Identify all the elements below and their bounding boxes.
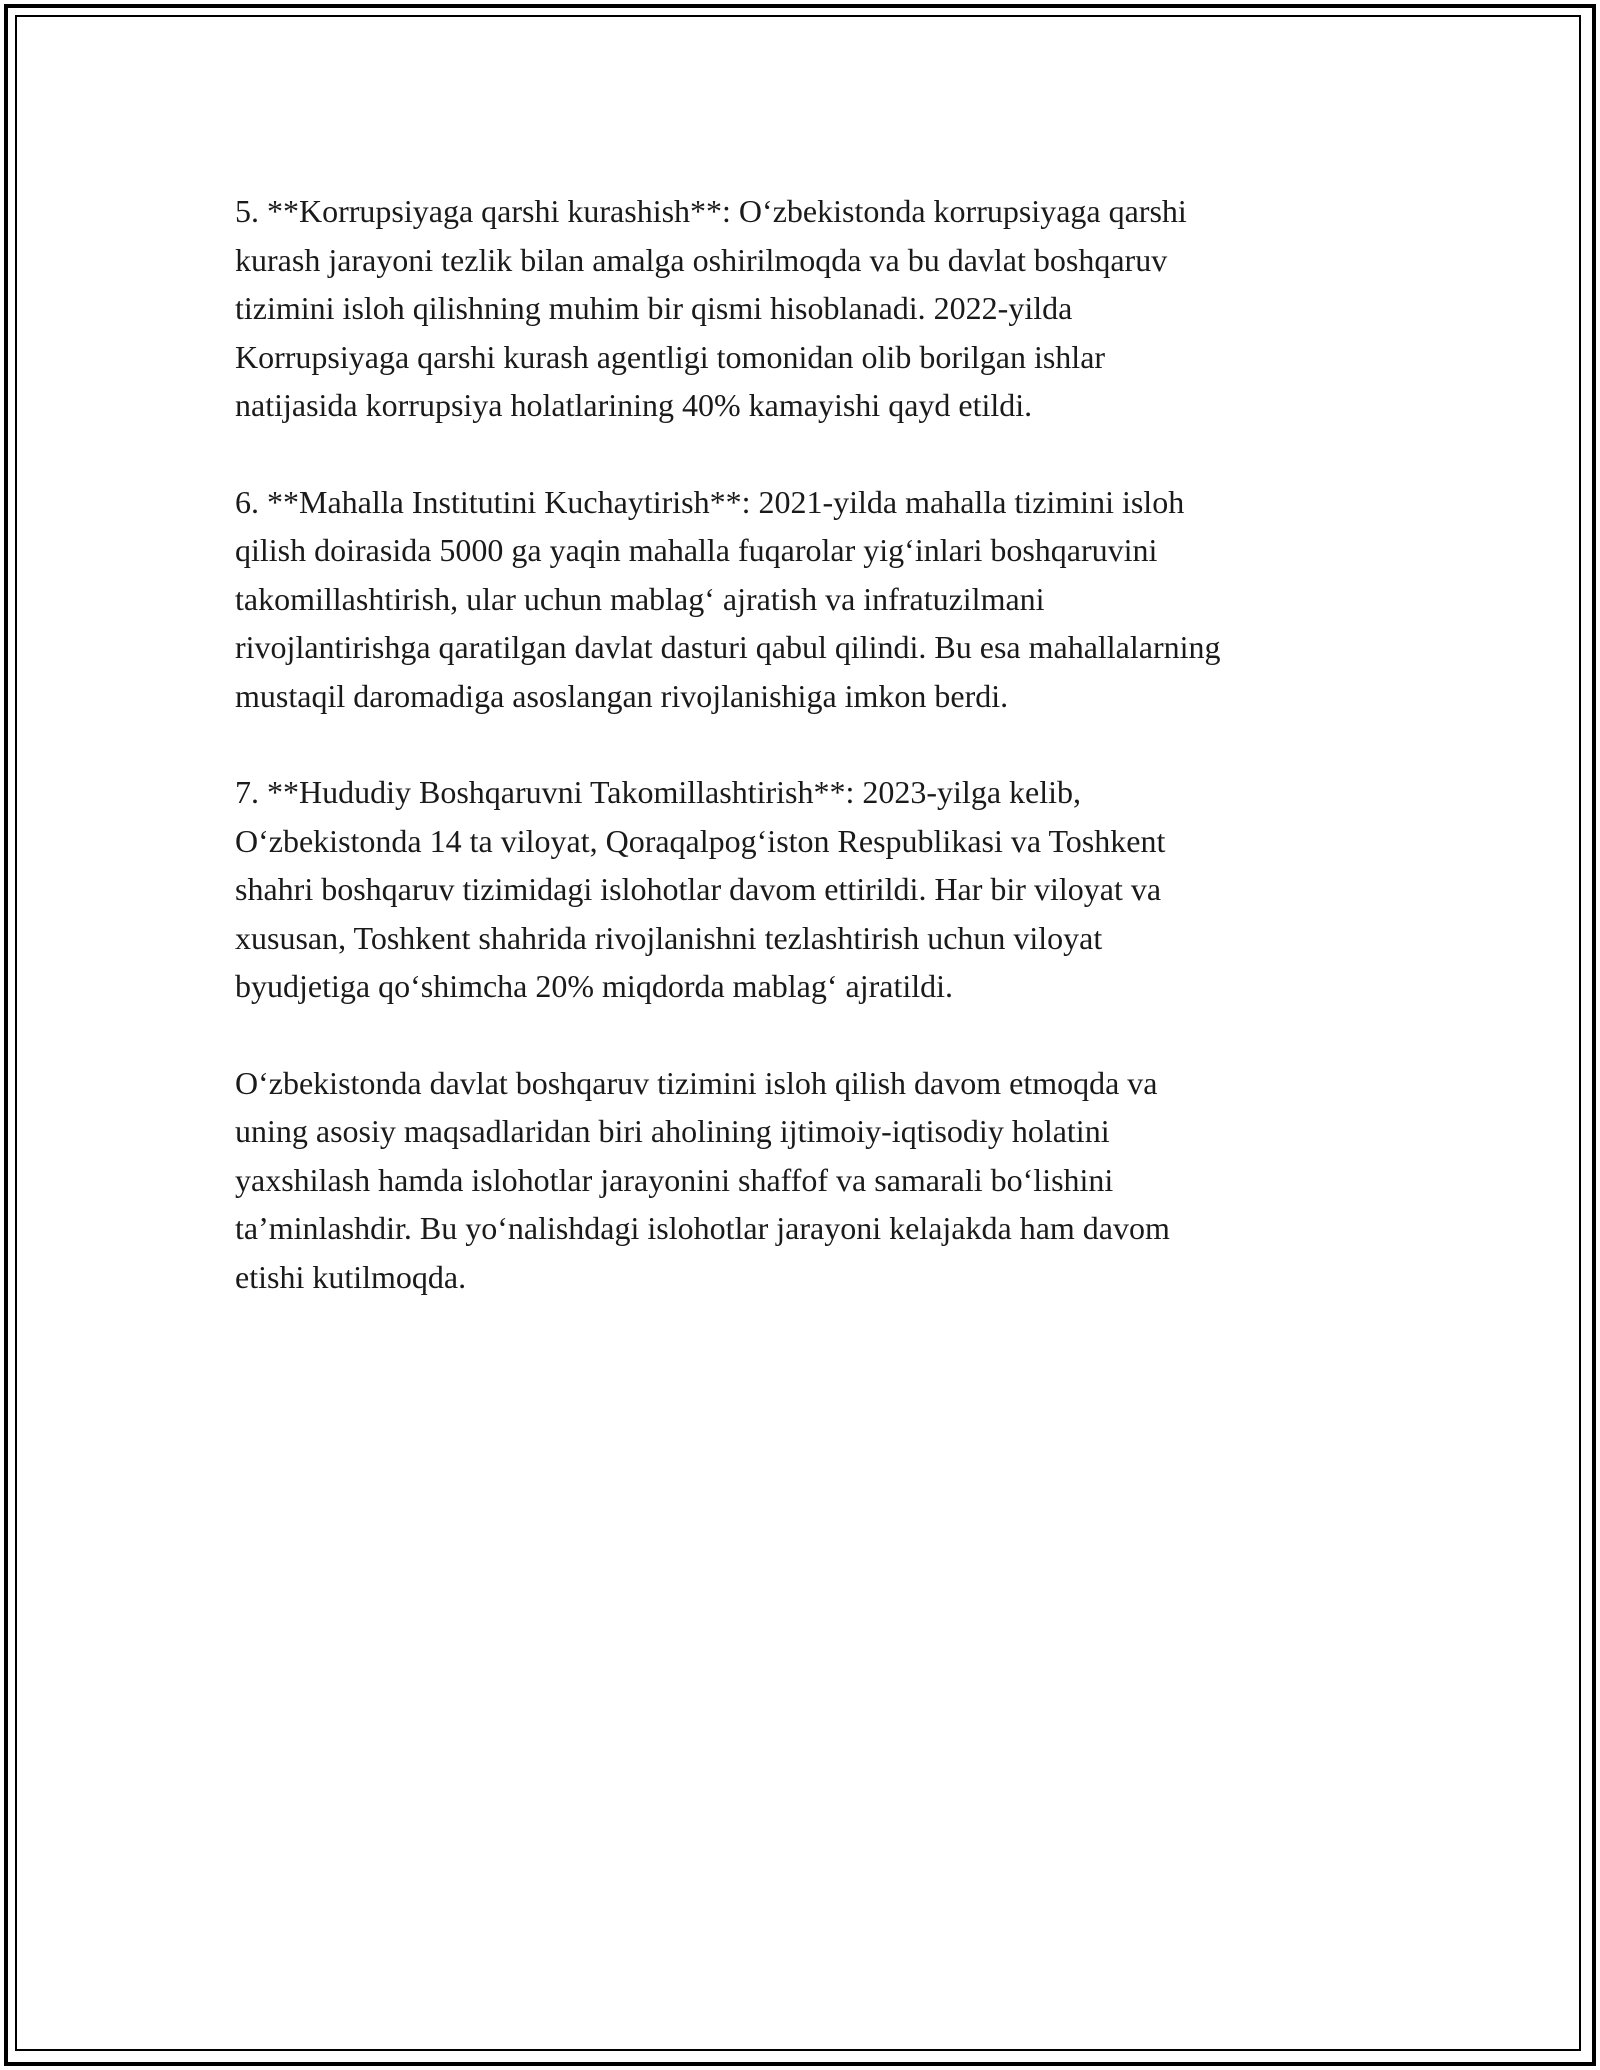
text-line: kurash jarayoni tezlik bilan amalga oshirilmoqda va bu davlat boshqaruv	[235, 241, 1168, 278]
text-line: yaxshilash hamda islohotlar jarayonini shaffof va samarali bo‘lishini	[235, 1161, 1114, 1198]
text-line: 7. **Hududiy Boshqaruvni Takomillashtirish**: 2023-yilga kelib,	[235, 774, 1081, 810]
text-line: qilish doirasida 5000 ga yaqin mahalla fuqarolar yig‘inlari boshqaruvini	[235, 532, 1158, 568]
text-line: rivojlantirishga qaratilgan davlat dasturi qabul qilindi. Bu esa mahallalarning	[235, 629, 1221, 665]
text-line: 6. **Mahalla Institutini Kuchaytirish**: 2021-yilda mahalla tizimini isloh	[235, 483, 1185, 520]
text-line: xususan, Toshkent shahrida rivojlanishni tezlashtirish uchun viloyat	[235, 919, 1103, 956]
document-body	[235, 187, 1385, 1349]
text-line: mustaqil daromadiga asoslangan rivojlanishiga imkon berdi.	[235, 677, 1009, 714]
paragraph-mahalla-institute	[235, 478, 1385, 721]
text-line: takomillashtirish, ular uchun mablag‘ ajratish va infratuzilmani	[235, 580, 1045, 617]
text-line: O‘zbekistonda davlat boshqaruv tizimini isloh qilish davom etmoqda va	[235, 1064, 1158, 1101]
text-line: O‘zbekistonda 14 ta viloyat, Qoraqalpog‘iston Respublikasi va Toshkent	[235, 822, 1166, 859]
text-line: natijasida korrupsiya holatlarining 40% kamayishi qayd etildi.	[235, 387, 1033, 423]
paragraph-conclusion	[235, 1059, 1385, 1302]
text-line: etishi kutilmoqda.	[235, 1258, 467, 1295]
text-line: shahri boshqaruv tizimidagi islohotlar davom ettirildi. Har bir viloyat va	[235, 871, 1162, 907]
text-line: tizimini isloh qilishning muhim bir qismi hisoblanadi. 2022-yilda	[235, 290, 1073, 326]
text-line: 5. **Korrupsiyaga qarshi kurashish**: O‘zbekistonda korrupsiyaga qarshi	[235, 193, 1187, 229]
text-line: Korrupsiyaga qarshi kurash agentligi tomonidan olib borilgan ishlar	[235, 338, 1106, 375]
text-line: uning asosiy maqsadlaridan biri aholining ijtimoiy-iqtisodiy holatini	[235, 1113, 1110, 1149]
text-line: byudjetiga qo‘shimcha 20% miqdorda mablag‘ ajratildi.	[235, 968, 954, 1004]
paragraph-anti-corruption	[235, 187, 1385, 430]
text-line: ta’minlashdir. Bu yo‘nalishdagi islohotlar jarayoni kelajakda ham davom	[235, 1210, 1170, 1246]
paragraph-regional-governance	[235, 768, 1385, 1011]
